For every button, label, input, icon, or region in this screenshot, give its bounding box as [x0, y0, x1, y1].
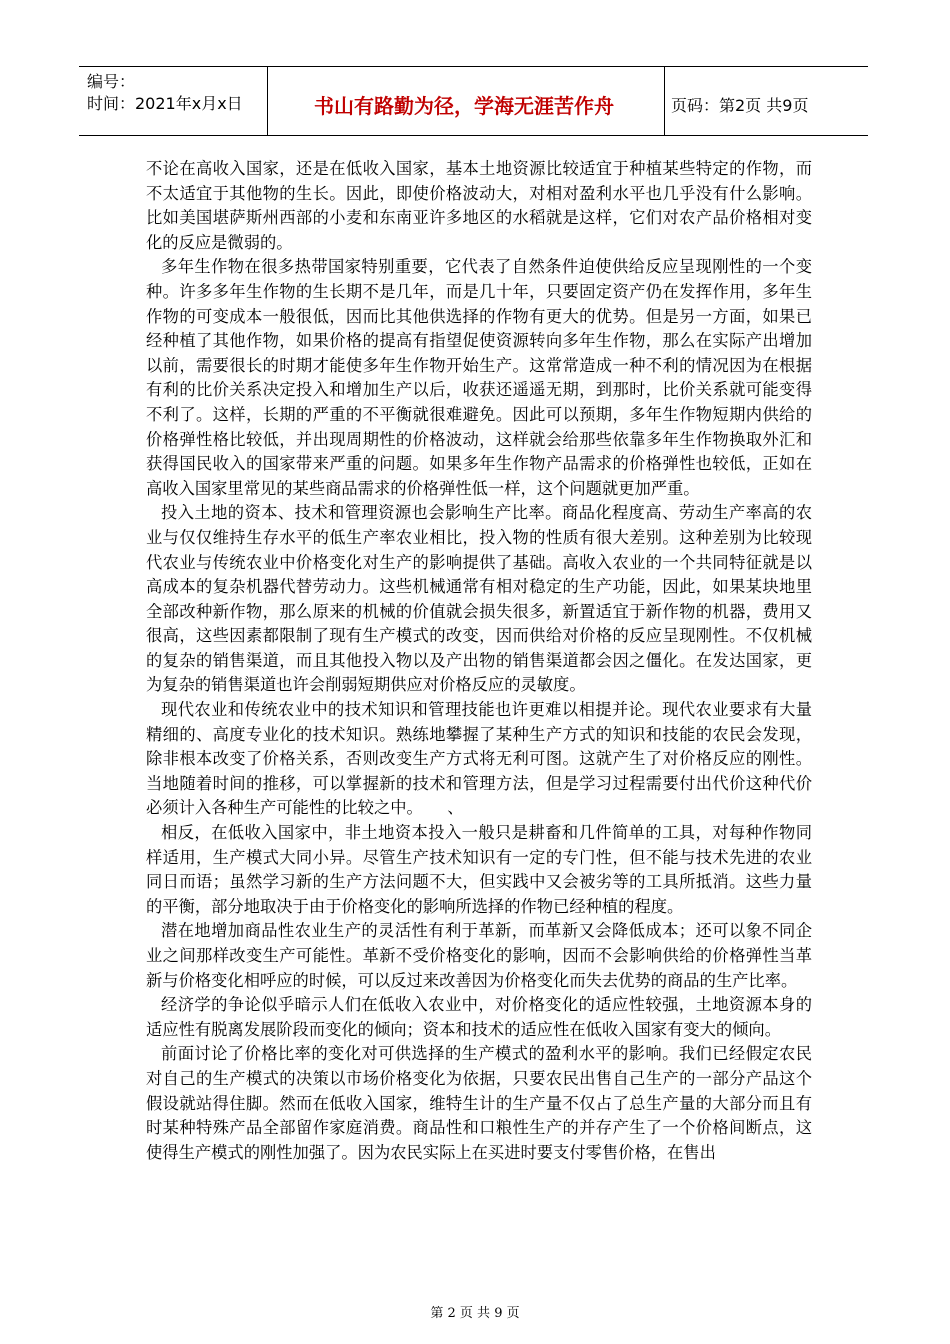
header-meta	[87, 71, 243, 115]
document-date-label: 时间：2021年x月x日	[87, 94, 243, 113]
page-header	[79, 66, 868, 136]
paragraph: 相反，在低收入国家中，非土地资本投入一般只是耕畜和几件简单的工具，对每种作物同样适用，生产模式大同小异。尽管生产技术知识有一定的专门性，但不能与技术先进的农业同日而语；虽然学习新的生产方法问题不大，但实践中又会被劣等的工具所抵消。这些力量的平衡，部分地取决于由于价格变化的影响所选择的作物已经种植的程度。	[146, 823, 812, 916]
header-divider	[267, 67, 268, 136]
page-footer: 第 2 页 共 9 页	[430, 1306, 520, 1321]
paragraph: 多年生作物在很多热带国家特别重要，它代表了自然条件迫使供给反应呈现刚性的一个变种。许多多年生作物的生长期不是几年，而是几十年，只要固定资产仍在发挥作用，多年生作物的可变成本一般很低，因而比其他供选择的作物有更大的优势。但是另一方面，如果已经种植了其他作物，如果价格的提高有指望促使资源转向多年生作物，那么在实际产出增加以前，需要很长的时期才能使多年生作物开始生产。这常常造成一种不利的情况因为在根据有利的比价关系决定投入和增加生产以后，收获还遥遥无期，到那时，比价关系就可能变得不利了。这样，长期的严重的不平衡就很难避免。因此可以预期，多年生作物短期内供给的价格弹性格比较低，并出现周期性的价格波动，这样就会给那些依靠多年生作物换取外汇和获得国民收入的国家带来严重的问题。如果多年生作物产品需求的价格弹性也较低，正如在高收入国家里常见的某些商品需求的价格弹性低一样，这个问题就更加严重。	[146, 257, 812, 498]
paragraph: 潜在地增加商品性农业生产的灵活性有利于革新，而革新又会降低成本；还可以象不同企业之间那样改变生产可能性。革新不受价格变化的影响，因而不会影响供给的价格弹性当革新与价格变化相呼应的时候，可以反过来改善因为价格变化而失去优势的商品的生产比率。	[146, 921, 812, 990]
document-body	[146, 157, 812, 1165]
paragraph: 前面讨论了价格比率的变化对可供选择的生产模式的盈利水平的影响。我们已经假定农民对自己的生产模式的决策以市场价格变化为依据，只要农民出售自己生产的一部分产品这个假设就站得住脚。然而在低收入国家，维特生计的生产量不仅占了总生产量的大部分而且有时某种特殊产品全部留作家庭消费。商品性和口粮性生产的并存产生了一个价格间断点，这使得生产模式的刚性加强了。因为农民实际上在买进时要支付零售价格，在售出	[146, 1044, 812, 1162]
paragraph: 经济学的争论似乎暗示人们在低收入农业中，对价格变化的适应性较强，土地资源本身的适应性有脱离发展阶段而变化的倾向；资本和技术的适应性在低收入国家有变大的倾向。	[146, 995, 812, 1039]
header-motto: 书山有路勤为径，学海无涯苦作舟	[314, 94, 614, 118]
header-divider	[664, 67, 665, 136]
paragraph: 不论在高收入国家，还是在低收入国家，基本土地资源比较适宜于种植某些特定的作物，而不太适宜于其他物的生长。因此，即使价格波动大，对相对盈利水平也几乎没有什么影响。比如美国堪萨斯州西部的小麦和东南亚许多地区的水稻就是这样，它们对农产品价格相对变化的反应是微弱的。	[146, 159, 812, 252]
paragraph: 现代农业和传统农业中的技术知识和管理技能也许更难以相提并论。现代农业要求有大量精细的、高度专业化的技术知识。熟练地攀握了某种生产方式的知识和技能的农民会发现，除非根本改变了价格关系，否则改变生产方式将无利可图。这就产生了对价格反应的刚性。当地随着时间的推移，可以掌握新的技术和管理方法，但是学习过程需要付出代价这种代价必须计入各种生产可能性的比较之中。 、	[146, 700, 812, 818]
header-page-number: 页码：第2页 共9页	[671, 96, 809, 115]
document-number-label: 编号：	[87, 72, 136, 91]
paragraph: 投入土地的资本、技术和管理资源也会影响生产比率。商品化程度高、劳动生产率高的农业与仅仅维持生存水平的低生产率农业相比，投入物的性质有很大差别。这种差别为比较现代农业与传统农业中价格变化对生产的影响提供了基础。高收入农业的一个共同特征就是以高成本的复杂机器代替劳动力。这些机械通常有相对稳定的生产功能，因此，如果某块地里全部改种新作物，那么原来的机械的价值就会损失很多，新置适宜于新作物的机器，费用又很高，这些因素都限制了现有生产模式的改变，因而供给对价格的反应呈现刚性。不仅机械的复杂的销售渠道，而且其他投入物以及产出物的销售渠道都会因之僵化。在发达国家，更为复杂的销售渠道也许会削弱短期供应对价格反应的灵敏度。	[146, 503, 812, 695]
